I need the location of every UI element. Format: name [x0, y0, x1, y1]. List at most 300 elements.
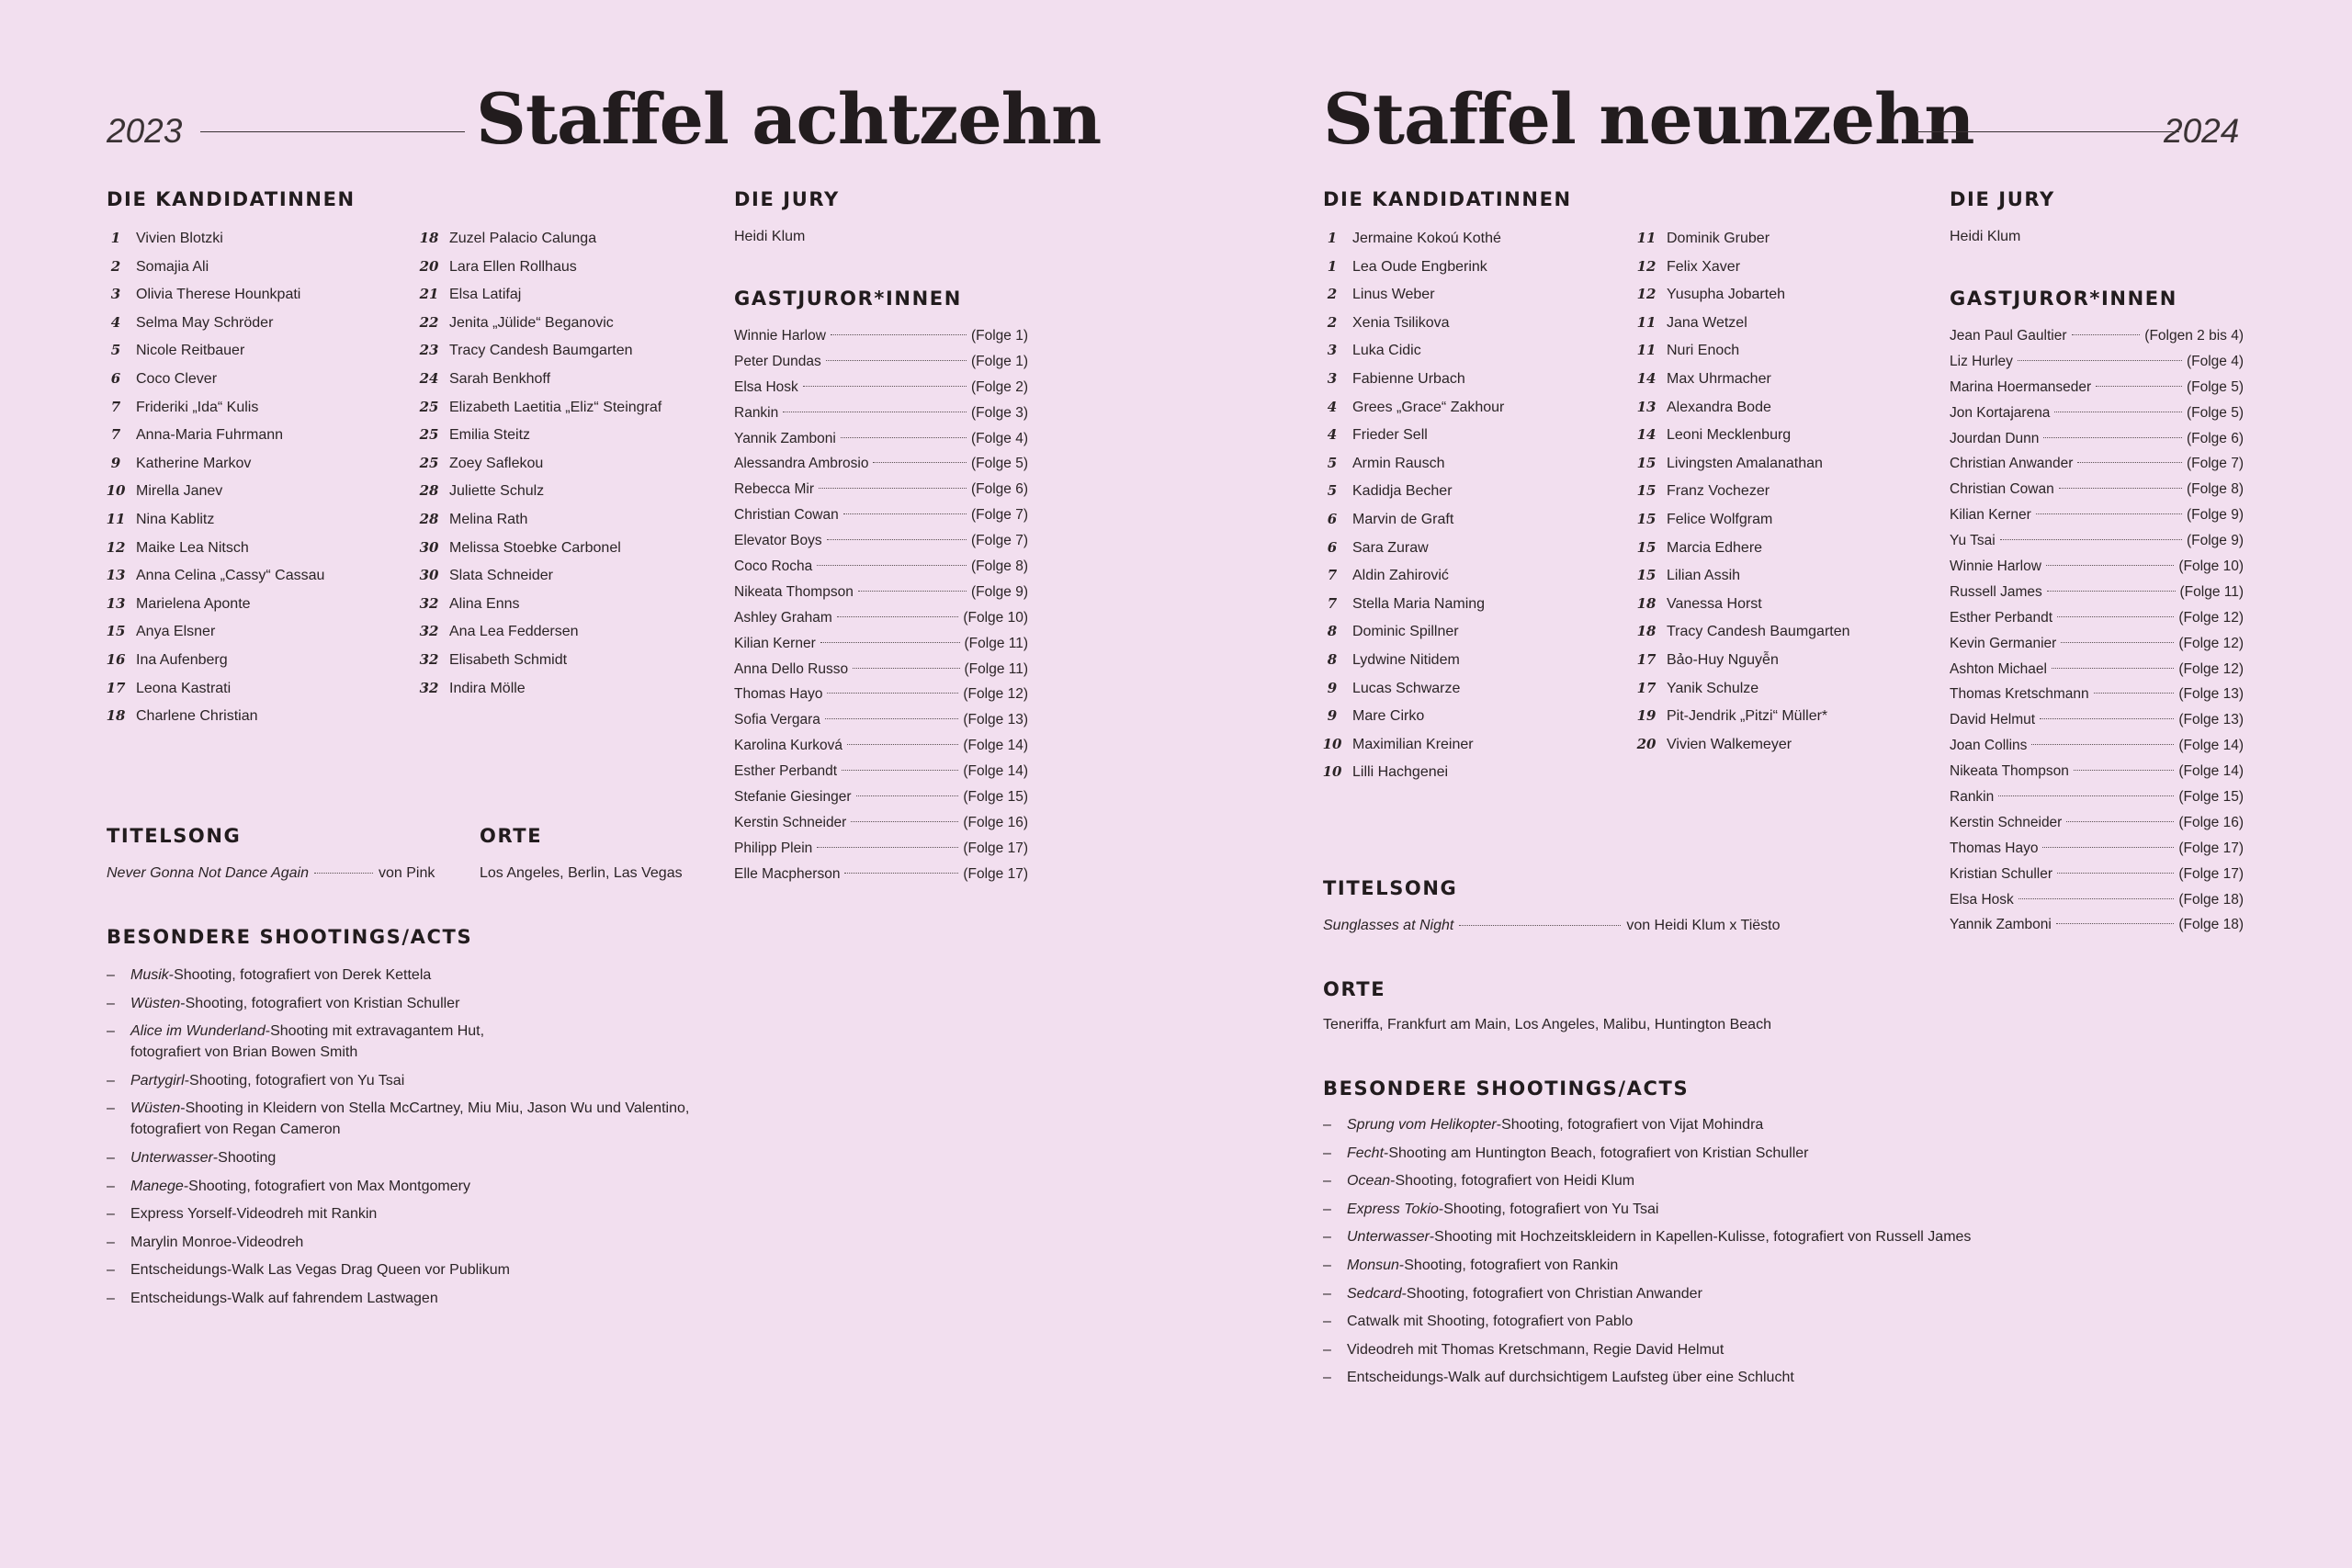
- candidate-item: [409, 336, 662, 365]
- candidate-name: Vivien Blotzki: [136, 231, 223, 246]
- candidate-name: Anna Celina „Cassy“ Cassau: [136, 568, 325, 584]
- candidate-rank: 7: [1327, 594, 1338, 612]
- candidate-name: Jenita „Jülide“ Beganovic: [449, 314, 614, 331]
- candidate-name: Bảo-Huy Nguyễn: [1667, 651, 1779, 668]
- dot-leader: [820, 642, 960, 643]
- guest-juror-episode: (Folge 16): [963, 814, 1028, 830]
- guest-jury-list: [1950, 323, 2244, 938]
- guest-juror-episode: (Folge 4): [2186, 353, 2244, 369]
- dash-bullet: –: [107, 1206, 115, 1223]
- dot-leader: [2094, 693, 2175, 694]
- act-item: [107, 1147, 689, 1168]
- act-item: [107, 1203, 689, 1224]
- candidate-name: Melina Rath: [449, 511, 528, 527]
- guest-juror-episode: (Folge 6): [2186, 430, 2244, 446]
- candidate-name: Juliette Schulz: [449, 483, 545, 500]
- guest-juror-episode: (Folge 16): [2178, 814, 2244, 830]
- guest-juror-item: [1950, 657, 2244, 682]
- candidate-item: [1312, 505, 1504, 534]
- candidate-item: [1626, 280, 1850, 309]
- candidate-item: [1626, 421, 1850, 449]
- acts-heading: BESONDERE SHOOTINGS/ACTS: [1323, 1077, 1690, 1100]
- titlesong-artist: von Heidi Klum x Tiësto: [1626, 918, 1781, 933]
- candidate-item: [96, 646, 324, 674]
- act-title: Monsun: [1347, 1257, 1399, 1273]
- guest-juror-episode: (Folgen 2 bis 4): [2144, 328, 2244, 344]
- guest-juror-item: [734, 400, 1028, 426]
- candidate-name: Aldin Zahirović: [1352, 568, 1449, 584]
- candidate-rank: 32: [419, 623, 439, 640]
- dash-bullet: –: [1323, 1257, 1331, 1273]
- guest-juror-episode: (Folge 9): [2186, 507, 2244, 524]
- candidate-name: Emilia Steitz: [449, 427, 531, 444]
- candidate-name: Katherine Markov: [136, 455, 252, 471]
- guest-juror-episode: (Folge 8): [970, 558, 1028, 575]
- season-title: Staffel neunzehn: [1323, 78, 1974, 160]
- candidate-rank: 28: [419, 510, 439, 527]
- candidate-item: [409, 534, 662, 562]
- guest-juror-name: Elevator Boys: [734, 533, 822, 549]
- guest-juror-name: Winnie Harlow: [734, 328, 826, 344]
- jury-heading: DIE JURY: [1950, 188, 2055, 210]
- candidate-item: [1626, 702, 1850, 730]
- guest-juror-episode: (Folge 14): [2178, 763, 2244, 780]
- candidate-item: [409, 280, 662, 309]
- dot-leader: [827, 693, 958, 694]
- candidate-name: Dominic Spillner: [1352, 624, 1459, 640]
- candidate-name: Elizabeth Laetitia „Eliz“ Steingraf: [449, 399, 662, 415]
- candidate-item: [1312, 449, 1504, 478]
- candidate-name: Jana Wetzel: [1667, 314, 1747, 331]
- guest-juror-item: [1950, 784, 2244, 810]
- candidate-name: Nuri Enoch: [1667, 343, 1740, 359]
- candidate-rank: 2: [1327, 286, 1338, 303]
- candidate-name: Tracy Candesh Baumgarten: [449, 343, 633, 359]
- dot-leader: [827, 539, 967, 540]
- candidate-name: Felice Wolfgram: [1667, 511, 1773, 527]
- guest-juror-episode: (Folge 14): [2178, 738, 2244, 754]
- act-title: Wüsten: [130, 1100, 181, 1117]
- dash-bullet: –: [1323, 1117, 1331, 1133]
- season-year: 2024: [2164, 112, 2240, 150]
- candidate-name: Franz Vochezer: [1667, 483, 1770, 500]
- dot-leader: [817, 565, 967, 566]
- candidate-rank: 12: [106, 538, 126, 556]
- dot-leader: [2042, 847, 2174, 848]
- dot-leader: [2059, 488, 2182, 489]
- candidate-rank: 30: [419, 567, 439, 584]
- candidate-name: Kadidja Becher: [1352, 483, 1453, 500]
- guest-juror-name: Marina Hoermanseder: [1950, 378, 2092, 395]
- candidate-name: Zoey Saflekou: [449, 455, 544, 471]
- candidate-rank: 25: [419, 398, 439, 415]
- guest-juror-episode: (Folge 9): [2186, 533, 2244, 549]
- dot-leader: [837, 616, 959, 617]
- guest-juror-item: [1950, 759, 2244, 784]
- candidate-rank: 14: [1636, 369, 1657, 387]
- guest-juror-episode: (Folge 7): [2186, 456, 2244, 472]
- candidate-rank: 25: [419, 454, 439, 471]
- guest-juror-item: [1950, 580, 2244, 605]
- act-title: Express Tokio: [1347, 1201, 1439, 1217]
- guest-juror-name: Christian Cowan: [734, 507, 839, 524]
- orte-list: Los Angeles, Berlin, Las Vegas: [480, 865, 683, 881]
- candidate-rank: 3: [1327, 369, 1338, 387]
- candidate-item: [96, 534, 324, 562]
- act-item: [1323, 1226, 1971, 1247]
- candidate-item: [96, 702, 324, 730]
- candidate-item: [1312, 730, 1504, 759]
- candidate-item: [1312, 674, 1504, 703]
- candidate-rank: 7: [1327, 567, 1338, 584]
- guest-juror-item: [734, 554, 1028, 580]
- candidate-name: Alina Enns: [449, 595, 520, 612]
- guest-juror-name: Jon Kortajarena: [1950, 404, 2051, 421]
- dot-leader: [2077, 462, 2182, 463]
- guest-juror-name: Yannik Zamboni: [1950, 917, 2052, 933]
- guest-juror-name: Elle Macpherson: [734, 865, 841, 882]
- candidate-rank: 9: [110, 454, 121, 471]
- guest-juror-name: Rankin: [1950, 789, 1995, 806]
- candidate-item: [1312, 561, 1504, 590]
- dash-bullet: –: [1323, 1341, 1331, 1358]
- guest-juror-name: Alessandra Ambrosio: [734, 456, 869, 472]
- guest-juror-item: [734, 528, 1028, 554]
- dash-bullet: –: [1323, 1314, 1331, 1330]
- candidate-name: Olivia Therese Hounkpati: [136, 287, 301, 303]
- candidate-item: [1626, 477, 1850, 505]
- act-description: -Shooting: [212, 1149, 277, 1166]
- candidate-name: Armin Rausch: [1352, 455, 1445, 471]
- act-item: [107, 1259, 689, 1280]
- guest-juror-item: [1950, 836, 2244, 862]
- candidate-rank: 32: [419, 650, 439, 668]
- guest-juror-item: [734, 733, 1028, 759]
- candidate-item: [96, 309, 324, 337]
- dot-leader: [831, 334, 967, 335]
- act-description: -Shooting, fotografiert von Kristian Schuller: [180, 995, 460, 1011]
- candidate-item: [1312, 280, 1504, 309]
- candidate-rank: 10: [1322, 763, 1342, 781]
- titlesong-heading: TITELSONG: [1323, 877, 1458, 899]
- dot-leader: [853, 668, 959, 669]
- candidate-item: [96, 365, 324, 393]
- dot-leader: [856, 795, 959, 796]
- candidate-name: Luka Cidic: [1352, 343, 1421, 359]
- candidate-name: Nicole Reitbauer: [136, 343, 245, 359]
- candidate-rank: 18: [106, 707, 126, 725]
- guest-juror-item: [1950, 426, 2244, 452]
- guest-juror-episode: (Folge 17): [2178, 840, 2244, 856]
- candidate-name: Frideriki „Ida“ Kulis: [136, 399, 259, 415]
- candidate-name: Somajia Ali: [136, 258, 209, 275]
- candidate-item: [1626, 534, 1850, 562]
- guest-juror-item: [1950, 400, 2244, 426]
- dot-leader: [2018, 898, 2175, 899]
- candidate-rank: 16: [106, 650, 126, 668]
- guest-juror-item: [1950, 477, 2244, 502]
- candidate-name: Vivien Walkemeyer: [1667, 736, 1792, 752]
- candidates-heading: DIE KANDIDATINNEN: [1323, 188, 1572, 210]
- candidate-item: [96, 477, 324, 505]
- act-description-cont: fotografiert von Brian Bowen Smith: [130, 1044, 358, 1061]
- candidate-item: [1312, 534, 1504, 562]
- guest-juror-item: [1950, 733, 2244, 759]
- guest-juror-name: Kilian Kerner: [1950, 507, 2031, 524]
- candidate-rank: 11: [1636, 342, 1657, 359]
- candidate-rank: 15: [1636, 482, 1657, 500]
- guest-juror-item: [1950, 810, 2244, 836]
- dot-leader: [2018, 360, 2182, 361]
- candidate-item: [409, 421, 662, 449]
- act-item: [1323, 1170, 1971, 1191]
- candidate-rank: 9: [1327, 679, 1338, 696]
- dot-leader: [2000, 539, 2182, 540]
- guest-juror-name: Philipp Plein: [734, 840, 813, 856]
- guest-juror-item: [734, 759, 1028, 784]
- act-description: Videodreh mit Thomas Kretschmann, Regie David Helmut: [1347, 1341, 1724, 1358]
- act-item: [107, 1232, 689, 1253]
- act-item: [107, 993, 689, 1014]
- titlesong-artist: von Pink: [378, 865, 435, 881]
- guest-juror-episode: (Folge 12): [963, 686, 1028, 703]
- dot-leader: [847, 744, 958, 745]
- dot-leader: [819, 488, 967, 489]
- dash-bullet: –: [1323, 1229, 1331, 1246]
- guest-juror-item: [734, 349, 1028, 375]
- candidate-rank: 9: [1327, 707, 1338, 725]
- candidate-name: Anya Elsner: [136, 624, 216, 640]
- jury-member: Heidi Klum: [1950, 229, 2021, 244]
- candidate-name: Elisabeth Schmidt: [449, 651, 568, 668]
- act-description: Entscheidungs-Walk auf fahrendem Lastwagen: [130, 1290, 438, 1306]
- guest-juror-name: Rankin: [734, 404, 779, 421]
- guest-jury-list: [734, 323, 1028, 887]
- orte-list: Teneriffa, Frankfurt am Main, Los Angeles, Malibu, Huntington Beach: [1323, 1017, 1771, 1032]
- dot-leader: [842, 770, 958, 771]
- candidate-name: Marielena Aponte: [136, 595, 251, 612]
- act-item: [1323, 1367, 1971, 1388]
- dot-leader: [2057, 616, 2174, 617]
- act-description: -Shooting, fotografiert von Vijat Mohindra: [1496, 1117, 1764, 1133]
- guest-juror-name: Liz Hurley: [1950, 353, 2013, 369]
- guest-jury-heading: GASTJUROR*INNEN: [1950, 288, 2177, 310]
- candidate-item: [409, 309, 662, 337]
- guest-juror-episode: (Folge 2): [970, 378, 1028, 395]
- guest-juror-item: [734, 605, 1028, 631]
- candidates-list-col1: [1312, 224, 1504, 786]
- guest-juror-episode: (Folge 15): [2178, 789, 2244, 806]
- candidate-rank: 5: [110, 342, 121, 359]
- candidate-rank: 8: [1327, 623, 1338, 640]
- act-title: Sedcard: [1347, 1285, 1402, 1302]
- candidate-rank: 13: [106, 567, 126, 584]
- candidate-item: [1626, 393, 1850, 422]
- act-item: [1323, 1255, 1971, 1276]
- act-description: -Shooting in Kleidern von Stella McCartney, Miu Miu, Jason Wu und Valentino,: [180, 1100, 690, 1117]
- guest-juror-episode: (Folge 12): [2178, 660, 2244, 677]
- acts-heading: BESONDERE SHOOTINGS/ACTS: [107, 926, 473, 948]
- dot-leader: [843, 513, 967, 514]
- dot-leader: [1459, 925, 1621, 926]
- candidate-rank: 24: [419, 369, 439, 387]
- candidate-name: Pit-Jendrik „Pitzi“ Müller*: [1667, 708, 1828, 725]
- title-rule: [200, 131, 465, 132]
- dash-bullet: –: [107, 1023, 115, 1040]
- guest-juror-episode: (Folge 13): [2178, 712, 2244, 728]
- candidate-rank: 10: [1322, 735, 1342, 752]
- candidate-rank: 3: [1327, 342, 1338, 359]
- act-title: Sprung vom Helikopter: [1347, 1117, 1497, 1133]
- guest-juror-name: Nikeata Thompson: [734, 583, 854, 600]
- guest-juror-item: [734, 323, 1028, 349]
- act-description: -Shooting am Huntington Beach, fotografiert von Kristian Schuller: [1384, 1145, 1809, 1161]
- candidate-rank: 18: [1636, 623, 1657, 640]
- candidate-name: Mirella Janev: [136, 483, 223, 500]
- dot-leader: [803, 386, 967, 387]
- guest-juror-item: [1950, 707, 2244, 733]
- season-title: Staffel achtzehn: [476, 78, 1102, 160]
- guest-juror-episode: (Folge 14): [963, 738, 1028, 754]
- candidate-item: [96, 421, 324, 449]
- guest-juror-item: [734, 451, 1028, 477]
- dot-leader: [2056, 923, 2174, 924]
- dot-leader: [2036, 513, 2182, 514]
- candidate-name: Elsa Latifaj: [449, 287, 522, 303]
- candidate-rank: 6: [110, 369, 121, 387]
- candidate-rank: 15: [1636, 510, 1657, 527]
- candidate-item: [1626, 224, 1850, 253]
- jury-heading: DIE JURY: [734, 188, 840, 210]
- dot-leader: [2047, 591, 2176, 592]
- candidate-rank: 28: [419, 482, 439, 500]
- guest-juror-name: Esther Perbandt: [734, 763, 838, 780]
- candidate-rank: 7: [110, 426, 121, 444]
- candidate-name: Anna-Maria Fuhrmann: [136, 427, 284, 444]
- candidate-item: [1312, 758, 1504, 786]
- dash-bullet: –: [107, 1149, 115, 1166]
- act-description: Express Yorself-Videodreh mit Rankin: [130, 1206, 378, 1223]
- guest-juror-episode: (Folge 18): [2178, 891, 2244, 908]
- guest-juror-episode: (Folge 12): [2178, 635, 2244, 651]
- candidate-rank: 15: [1636, 538, 1657, 556]
- candidate-rank: 21: [419, 286, 439, 303]
- dash-bullet: –: [107, 1262, 115, 1279]
- candidate-item: [1312, 253, 1504, 281]
- candidate-item: [409, 617, 662, 646]
- act-description: -Shooting, fotografiert von Derek Kettela: [168, 967, 432, 983]
- candidate-item: [1312, 224, 1504, 253]
- candidate-name: Ina Aufenberg: [136, 651, 228, 668]
- guest-juror-name: Kerstin Schneider: [734, 814, 847, 830]
- guest-juror-item: [1950, 862, 2244, 887]
- guest-juror-name: Christian Cowan: [1950, 481, 2054, 498]
- title-rule: [1917, 131, 2179, 132]
- guest-juror-episode: (Folge 11): [964, 660, 1028, 677]
- candidate-item: [96, 561, 324, 590]
- guest-juror-episode: (Folge 12): [2178, 609, 2244, 626]
- candidate-rank: 12: [1636, 257, 1657, 275]
- candidate-name: Yanik Schulze: [1667, 680, 1759, 696]
- guest-juror-episode: (Folge 10): [2178, 558, 2244, 575]
- candidate-name: Jermaine Kokoú Kothé: [1352, 231, 1501, 246]
- candidate-item: [1626, 646, 1850, 674]
- candidate-name: Grees „Grace“ Zakhour: [1352, 399, 1505, 415]
- act-title: Alice im Wunderland: [130, 1023, 266, 1040]
- guest-juror-name: Elsa Hosk: [1950, 891, 2014, 908]
- candidate-rank: 12: [1636, 286, 1657, 303]
- titlesong: [107, 865, 441, 882]
- candidate-name: Sara Zuraw: [1352, 539, 1429, 556]
- act-description: -Shooting mit Hochzeitskleidern in Kapellen-Kulisse, fotografiert von Russell James: [1429, 1229, 1972, 1246]
- candidate-item: [409, 393, 662, 422]
- candidate-name: Lea Oude Engberink: [1352, 258, 1487, 275]
- candidate-name: Max Uhrmacher: [1667, 370, 1771, 387]
- dash-bullet: –: [107, 967, 115, 983]
- guest-juror-episode: (Folge 17): [2178, 865, 2244, 882]
- candidates-heading: DIE KANDIDATINNEN: [107, 188, 356, 210]
- candidate-rank: 23: [419, 342, 439, 359]
- dot-leader: [2066, 821, 2174, 822]
- candidate-rank: 1: [110, 230, 121, 246]
- act-description: -Shooting, fotografiert von Max Montgomery: [183, 1178, 470, 1194]
- candidate-name: Alexandra Bode: [1667, 399, 1771, 415]
- act-title: Unterwasser: [130, 1149, 213, 1166]
- act-title: Musik: [130, 967, 169, 983]
- candidates-list-col2: [409, 224, 662, 702]
- act-item: [107, 1070, 689, 1091]
- candidate-item: [1626, 561, 1850, 590]
- candidate-rank: 20: [1636, 735, 1657, 752]
- guest-juror-item: [1950, 451, 2244, 477]
- candidate-rank: 14: [1636, 426, 1657, 444]
- candidate-item: [1312, 646, 1504, 674]
- act-description: Catwalk mit Shooting, fotografiert von Pablo: [1347, 1314, 1634, 1330]
- guest-juror-episode: (Folge 5): [2186, 378, 2244, 395]
- candidate-item: [1626, 505, 1850, 534]
- guest-juror-name: Kristian Schuller: [1950, 865, 2052, 882]
- candidate-rank: 17: [106, 679, 126, 696]
- candidate-name: Leoni Mecklenburg: [1667, 427, 1792, 444]
- acts-list: [1323, 1114, 1971, 1395]
- candidate-name: Fabienne Urbach: [1352, 370, 1465, 387]
- act-title: Fecht: [1347, 1145, 1385, 1161]
- dot-leader: [858, 591, 967, 592]
- guest-juror-name: Kerstin Schneider: [1950, 814, 2063, 830]
- candidate-rank: 2: [1327, 313, 1338, 331]
- act-title: Partygirl: [130, 1072, 185, 1089]
- guest-juror-episode: (Folge 15): [963, 789, 1028, 806]
- guest-juror-item: [1950, 349, 2244, 375]
- dot-leader: [2072, 334, 2141, 335]
- candidate-name: Maike Lea Nitsch: [136, 539, 249, 556]
- dash-bullet: –: [1323, 1370, 1331, 1386]
- candidate-item: [1626, 336, 1850, 365]
- candidate-name: Lara Ellen Rollhaus: [449, 258, 577, 275]
- candidate-rank: 25: [419, 426, 439, 444]
- dot-leader: [841, 437, 967, 438]
- candidate-name: Melissa Stoebke Carbonel: [449, 539, 621, 556]
- candidate-name: Zuzel Palacio Calunga: [449, 231, 597, 246]
- dash-bullet: –: [1323, 1201, 1331, 1217]
- candidate-item: [409, 505, 662, 534]
- orte-heading: ORTE: [1323, 978, 1386, 1000]
- candidate-rank: 4: [1327, 398, 1338, 415]
- guest-juror-name: Yu Tsai: [1950, 533, 1996, 549]
- orte-heading: ORTE: [480, 825, 543, 847]
- guest-juror-episode: (Folge 14): [963, 763, 1028, 780]
- guest-juror-name: Stefanie Giesinger: [734, 789, 852, 806]
